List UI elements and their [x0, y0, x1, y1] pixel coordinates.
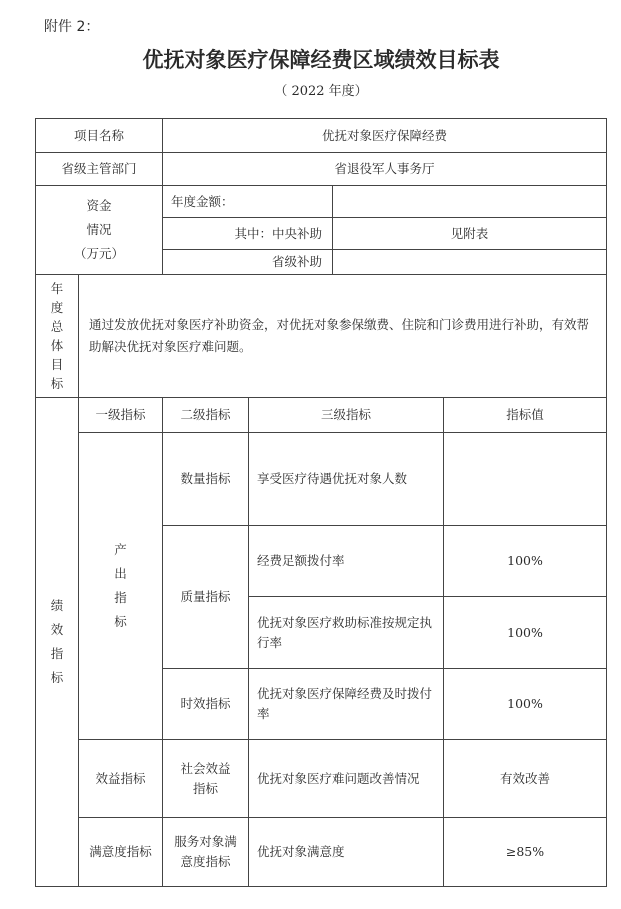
goal-label-char: 度: [50, 300, 64, 315]
funding-label-line: 资金: [86, 198, 112, 213]
funding-label-line: 情况: [86, 222, 112, 237]
annual-goal-text: 通过发放优抚对象医疗补助资金，对优抚对象参保缴费、住院和门诊费用进行补助，有效帮助解决优抚对象医疗难问题。: [78, 274, 607, 398]
dept-value: 省退役军人事务厅: [162, 152, 607, 186]
funding-label-line: （万元）: [73, 246, 124, 261]
benefit-indicator-label: 效益指标: [78, 739, 163, 818]
funding-label: [35, 185, 163, 275]
dept-label: 省级主管部门: [35, 152, 163, 186]
timeliness-indicator-label: 时效指标: [162, 668, 249, 740]
row-name: 经费足额拨付率: [248, 525, 444, 597]
annual-amount-label: 年度金额：: [162, 185, 333, 218]
performance-label: [35, 397, 79, 887]
goal-label-char: 体: [50, 338, 64, 353]
row-value: 100%: [443, 668, 607, 740]
output-label-char: 指: [114, 590, 127, 605]
row-name: 优抚对象医疗难问题改善情况: [248, 739, 444, 818]
goal-label-char: 年: [50, 281, 64, 296]
page-title: 优抚对象医疗保障经费区域绩效目标表: [142, 47, 500, 72]
social-benefit-label: 社会效益指标: [162, 739, 249, 818]
header-value: 指标值: [443, 397, 607, 433]
attachment-label: 附件 2：: [44, 19, 100, 35]
row-name: 享受医疗待遇优抚对象人数: [248, 432, 444, 526]
year-subtitle: （ 2022 年度）: [274, 84, 368, 99]
service-satisfaction-label: 服务对象满意度指标: [162, 817, 249, 887]
output-label-char: 标: [114, 614, 127, 629]
output-label-char: 出: [114, 566, 127, 581]
row-value: [443, 432, 607, 526]
header-level3: 三级指标: [248, 397, 444, 433]
annual-goal-label: [35, 274, 79, 398]
quality-indicator-label: 质量指标: [162, 525, 249, 669]
satisfaction-indicator-label: 满意度指标: [78, 817, 163, 887]
row-name: 优抚对象满意度: [248, 817, 444, 887]
row-value: 100%: [443, 596, 607, 669]
header-level2: 二级指标: [162, 397, 249, 433]
goal-label-char: 目: [50, 357, 64, 372]
row-value: 有效改善: [443, 739, 607, 818]
header-level1: 一级指标: [78, 397, 163, 433]
perf-label-char: 绩: [50, 598, 64, 613]
goal-label-char: 总: [50, 319, 64, 334]
perf-label-char: 标: [50, 670, 64, 685]
central-subsidy-label: 其中：中央补助: [162, 217, 333, 250]
row-name: 优抚对象医疗保障经费及时拨付率: [248, 668, 444, 740]
annual-amount-value: [332, 185, 607, 218]
output-label-char: 产: [114, 542, 127, 557]
output-indicator-label: [78, 432, 163, 740]
project-name-value: 优抚对象医疗保障经费: [162, 118, 607, 153]
row-value: ≥85%: [443, 817, 607, 887]
row-name: 优抚对象医疗救助标准按规定执行率: [248, 596, 444, 669]
goal-label-char: 标: [50, 376, 64, 391]
provincial-subsidy-label: 省级补助: [162, 249, 333, 275]
central-subsidy-value: 见附表: [332, 217, 607, 250]
provincial-subsidy-value: [332, 249, 607, 275]
quantity-indicator-label: 数量指标: [162, 432, 249, 526]
perf-label-char: 指: [50, 646, 64, 661]
row-value: 100%: [443, 525, 607, 597]
perf-label-char: 效: [50, 622, 64, 637]
project-name-label: 项目名称: [35, 118, 163, 153]
